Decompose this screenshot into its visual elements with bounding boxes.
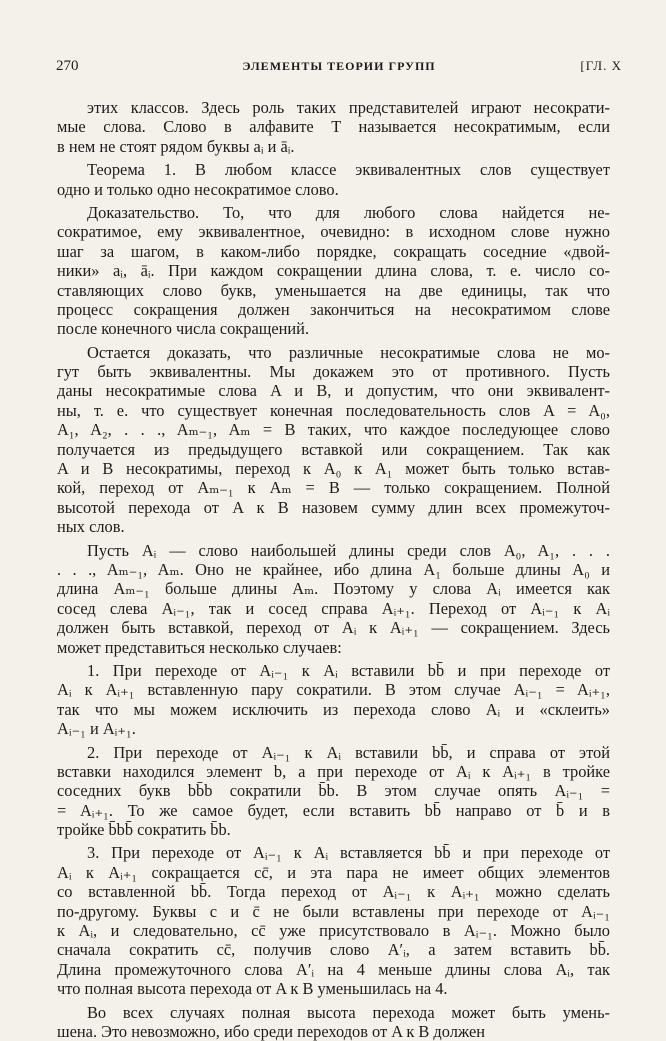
text-line: даны несократимые слова A и B, и допустим, что они эквивалент- — [57, 381, 610, 401]
text-line: гут быть эквивалентны. Мы докажем это от противного. Пусть — [57, 362, 610, 382]
text-line: Aᵢ к Aᵢ₊₁ сокращается cc̄, и эта пара не имеет общих элементов — [57, 862, 610, 882]
text-line: Aᵢ к Aᵢ₊₁ вставленную пару сократили. В этом случае Aᵢ₋₁ = Aᵢ₊₁, — [57, 680, 610, 700]
text-line: = Aᵢ₊₁. То же самое будет, если вставить bb̄ направо от b̄ и в — [57, 800, 610, 820]
text-line: вставки находился элемент b, а при переходе от Aᵢ к Aᵢ₊₁ в тройке — [57, 761, 610, 781]
text-body — [57, 98, 610, 1041]
paragraph — [57, 98, 610, 156]
paragraph — [57, 343, 610, 537]
page-header — [56, 58, 622, 78]
text-line: 2. При переходе от Aᵢ₋₁ к Aᵢ вставили bb̄, и справа от этой — [87, 742, 610, 762]
text-line: высотой перехода от A к B назовем сумму длин всех промежуточ- — [57, 497, 610, 517]
text-line: что полная высота перехода от A к B уменьшилась на 4. — [57, 979, 448, 999]
text-line: A₁, A₂, . . ., Aₘ₋₁, Aₘ = B таких, что каждое последующее слово — [57, 420, 610, 440]
text-line: Остается доказать, что различные несократимые слова не мо- — [87, 342, 610, 362]
text-line: шена. Это невозможно, ибо среди переходов от A к B должен — [57, 1021, 486, 1041]
paragraph — [57, 203, 610, 339]
text-line: . . ., Aₘ₋₁, Aₘ. Оно не крайнее, ибо длина A₁ больше длины A₀ и — [57, 559, 610, 579]
text-line: со вставленной bb̄. Тогда переход от Aᵢ₋₁ к Aᵢ₊₁ можно сделать — [57, 882, 610, 902]
text-line: ны, т. е. что существует конечная последовательность слов A = A₀, — [57, 400, 610, 420]
text-line: должен быть вставкой, переход от Aᵢ к Aᵢ₊₁ — сокращением. Здесь — [57, 618, 610, 638]
paragraph — [57, 843, 610, 998]
text-line: в нем не стоят рядом буквы aᵢ и āᵢ. — [57, 136, 295, 156]
text-line: соседних букв bb̄b сократили b̄b. В этом случае опять Aᵢ₋₁ = — [57, 781, 610, 801]
paragraph — [57, 1003, 610, 1041]
text-line: ставляющих слово букв, уменьшается на две единицы, так что — [57, 280, 610, 300]
text-line: сначала сократить cc̄, получив слово A′ᵢ, а затем вставить bb̄. — [57, 940, 610, 960]
chapter-label: [ГЛ. X — [580, 58, 622, 73]
text-line: этих классов. Здесь роль таких представителей играют несократи- — [87, 98, 610, 117]
text-line: так что мы можем исключить из перехода слово Aᵢ и «склеить» — [57, 699, 610, 719]
text-line: тройке b̄bb̄ сократить b̄b. — [57, 820, 231, 840]
text-line: Во всех случаях полная высота перехода может быть умень- — [87, 1002, 610, 1022]
text-line: длина Aₘ₋₁ больше длины Aₘ. Поэтому у слова Aᵢ имеется как — [57, 579, 610, 599]
running-title: ЭЛЕМЕНТЫ ТЕОРИИ ГРУПП — [242, 59, 436, 73]
text-line: получается из предыдущего вставкой или сокращением. Так как — [57, 439, 610, 459]
text-line: после конечного числа сокращений. — [57, 319, 310, 339]
text-line: может представиться несколько случаев: — [57, 637, 342, 657]
text-line: Пусть Aᵢ — слово наибольшей длины среди слов A₀, A₁, . . . — [87, 540, 610, 560]
paragraph — [57, 661, 610, 739]
text-line: к Aᵢ, и следовательно, cc̄ уже присутствовало в Aᵢ₋₁. Можно было — [57, 921, 610, 941]
paragraph — [57, 743, 610, 840]
text-line: A и B несократимы, переход к A₀ к A₁ может быть только встав- — [57, 459, 610, 479]
text-line: Теорема 1. В любом классе эквивалентных слов существует — [87, 160, 610, 180]
paragraph — [57, 541, 610, 657]
text-line: ных слов. — [57, 517, 125, 537]
text-line: шаг за шагом, в каком-либо порядке, сокращать соседние «двой- — [57, 241, 610, 261]
text-line: процесс сокращения должен закончиться на несократимом слове — [57, 299, 610, 319]
text-line: по-другому. Буквы c и c̄ не были вставлены при переходе от Aᵢ₋₁ — [57, 901, 610, 921]
text-line: Доказательство. То, что для любого слова найдется не- — [87, 202, 610, 222]
text-line: Длина промежуточного слова A′ᵢ на 4 меньше длины слова Aᵢ, так — [57, 959, 610, 979]
text-line: 1. При переходе от Aᵢ₋₁ к Aᵢ вставили bb̄ и при переходе от — [87, 660, 610, 680]
text-line: мые слова. Слово в алфавите T называется несократимым, если — [57, 117, 610, 137]
text-line: ники» aᵢ, āᵢ. При каждом сокращении длина слова, т. е. число со- — [57, 261, 610, 281]
text-line: 3. При переходе от Aᵢ₋₁ к Aᵢ вставляется bb̄ и при переходе от — [87, 843, 610, 863]
text-line: сократимое, ему эквивалентное, очевидно: в исходном слове нужно — [57, 222, 610, 242]
text-line: Aᵢ₋₁ и Aᵢ₊₁. — [57, 719, 136, 739]
page-number: 270 — [56, 58, 79, 74]
text-line: одно и только одно несократимое слово. — [57, 179, 339, 199]
text-line: сосед слева Aᵢ₋₁, так и сосед справа Aᵢ₊₁. Переход от Aᵢ₋₁ к Aᵢ — [57, 598, 610, 618]
text-line: кой, переход от Aₘ₋₁ к Aₘ = B — только сокращением. Полной — [57, 478, 610, 498]
paragraph — [57, 160, 610, 199]
